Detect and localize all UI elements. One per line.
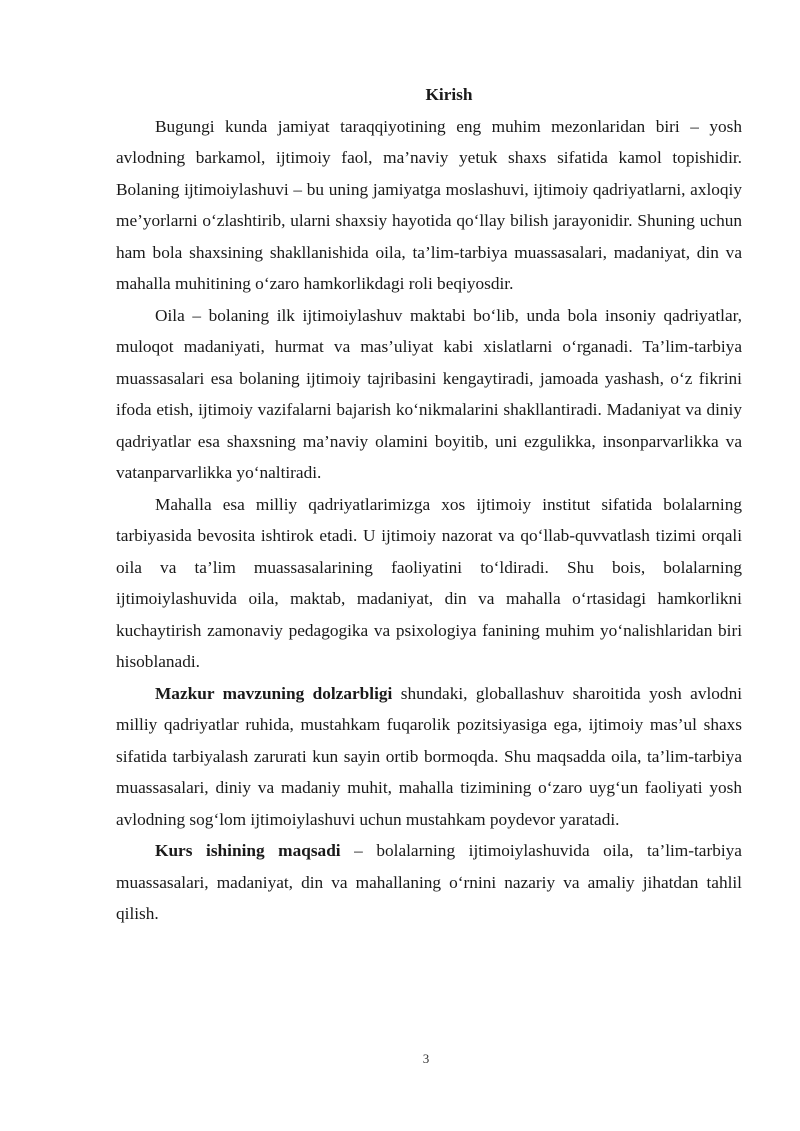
paragraph-mahalla	[116, 489, 742, 678]
document-body	[116, 79, 742, 930]
paragraph-text: Bugungi kunda jamiyat taraqqiyotining eng muhim mezonlaridan biri – yosh avlodning barkamol, ijtimoiy faol, ma’naviy yetuk shaxs sifatida kamol topishidir. Bolaning ijtimoiylashuvi – bu uning jamiyatga moslashuvi, ijtimoiy qadriyatlarni, axloqiy me’yorlarni o‘zlashtirib, ularni shaxsiy hayotida qo‘llay bilish jarayonidir. Shuning uchun ham bola shaxsining shakllanishida oila, ta’lim-tarbiya muassasalari, madaniyat, din va mahalla muhitining o‘zaro hamkorlikdagi roli beqiyosdir.	[116, 116, 742, 293]
paragraph-text: – bolalarning ijtimoiylashuvida oila, ta’lim-tarbiya muassasalari, madaniyat, din va mahallaning o‘rnini nazariy va amaliy jihatdan tahlil qilish.	[116, 841, 742, 923]
paragraph-text: Mahalla esa milliy qadriyatlarimizga xos ijtimoiy institut sifatida bolalarning tarbiyasida bevosita ishtirok etadi. U ijtimoiy nazorat va qo‘llab-quvvatlash tizimi orqali oila va ta’lim muassasalarining faoliyatini to‘ldiradi. Shu bois, bolalarning ijtimoiylashuvida oila, maktab, madaniyat, din va mahalla o‘rtasidagi hamkorlikni kuchaytirish zamonaviy pedagogika va psixologiya fanining muhim yo‘nalishlaridan biri hisoblanadi.	[116, 494, 742, 671]
paragraph-text: shundaki, globallashuv sharoitida yosh avlodni milliy qadriyatlar ruhida, mustahkam fuqarolik pozitsiyasiga ega, ijtimoiy mas’ul shaxs sifatida tarbiyalash zarurati kun sayin ortib bormoqda. Shu maqsadda oila, ta’lim-tarbiya muassasalari, diniy va madaniy muhit, mahalla tizimining o‘zaro uyg‘un faoliyati yosh avlodning sog‘lom ijtimoiylashuvi uchun mustahkam poydevor yaratadi.	[116, 683, 743, 829]
paragraph-lead: Kurs ishining maqsadi	[155, 841, 341, 860]
paragraph-relevance	[116, 678, 742, 836]
paragraph-text: Oila – bolaning ilk ijtimoiylashuv maktabi bo‘lib, unda bola insoniy qadriyatlar, muloqot madaniyati, hurmat va mas’uliyat kabi xislatlarni o‘rganadi. Ta’lim-tarbiya muassasalari esa bolaning ijtimoiy tajribasini kengaytiradi, jamoada yashash, o‘z fikrini ifoda etish, ijtimoiy vazifalarni bajarish ko‘nikmalarini shakllantiradi. Madaniyat va diniy qadriyatlar esa shaxsning ma’naviy olamini boyitib, uni ezgulikka, insonparvarlikka va vatanparvarlikka yo‘naltiradi.	[116, 305, 742, 482]
paragraph-lead: Mazkur mavzuning dolzarbligi	[155, 683, 393, 703]
paragraph-intro	[116, 111, 742, 300]
page-number: 3	[422, 1051, 430, 1066]
section-title: Kirish	[425, 85, 473, 104]
paragraph-goal	[116, 835, 742, 930]
paragraph-family	[116, 300, 742, 489]
